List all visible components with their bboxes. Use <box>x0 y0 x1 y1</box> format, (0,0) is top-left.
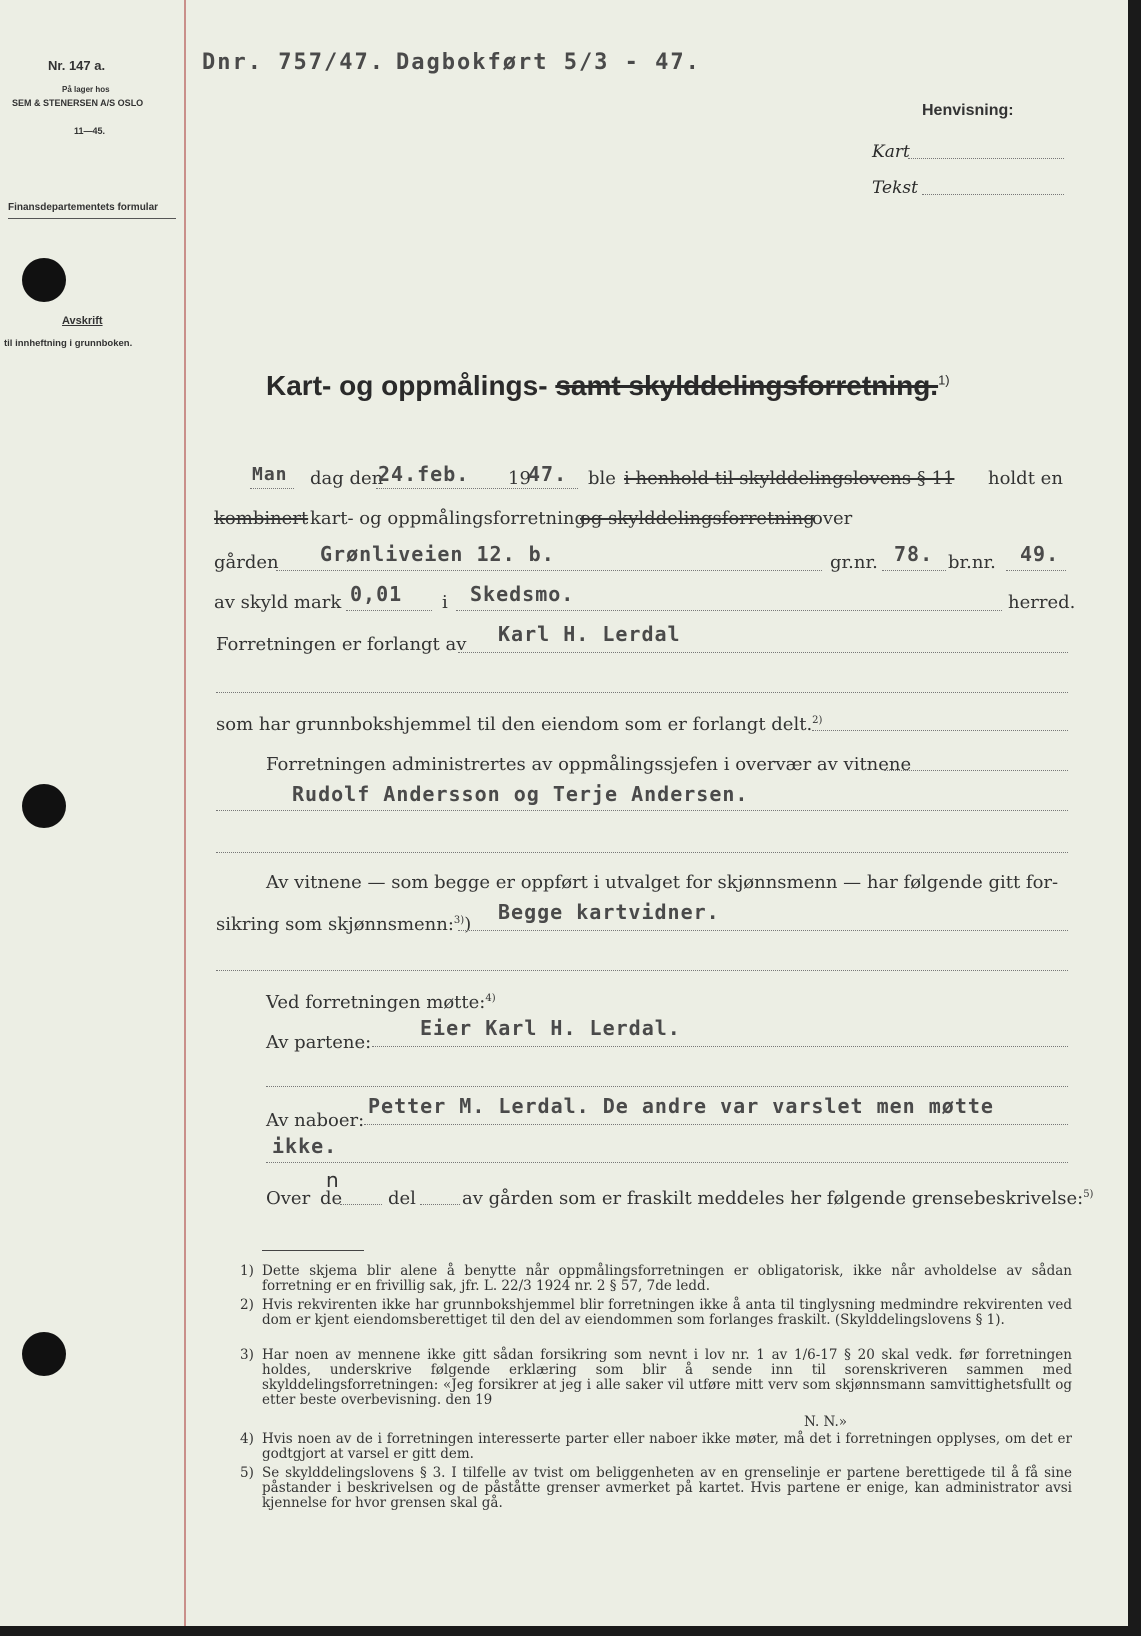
year-typed: 47. <box>528 462 568 486</box>
over-label-2: Over <box>266 1188 311 1209</box>
witnesses-line2 <box>216 852 1068 853</box>
map-label: Kart <box>872 142 910 162</box>
form-number: Nr. 147 a. <box>48 58 106 73</box>
i-label: i <box>442 592 448 613</box>
naboer-line2 <box>266 1162 1068 1163</box>
footnote-text: Hvis rekvirenten ikke har grunnbokshjemmel blir forretningen ikke å anta til tinglysning medmindre rekvirenten ved dom er kjent eiendomsberettiget til den del av eiendommen som forlanges fraskilt. (Skylddelingslovens § 1). <box>262 1297 1072 1328</box>
footnote-text: Har noen av mennene ikke gitt sådan forsikring som nevnt i lov nr. 1 av 1/6-17 § 20 skal vedk. før forretningen holdes, underskrive følgende erklæring som blir å sende inn til sorenskriveren sammen med skylddelingsforretningen: «Jeg forsikrer at jeg i alle saker vil utføre mitt verv som skjønnsmann samvittighetsfullt og etter beste overbevisning. den 19 <box>262 1347 1072 1408</box>
ministry-label: Finansdepartementets formular <box>8 202 159 213</box>
de-handwritten: n <box>326 1168 339 1192</box>
forlangt-line <box>458 652 1068 653</box>
skyld-typed: 0,01 <box>350 582 403 606</box>
motte-mark: 4) <box>485 993 496 1004</box>
footnote-1 <box>240 1263 1072 1294</box>
day-typed: Man <box>252 464 288 485</box>
over-label: over <box>812 508 853 529</box>
motte-text: Ved forretningen møtte: <box>266 992 486 1013</box>
del-label: del <box>388 1188 416 1209</box>
brnr-label: br.nr. <box>948 552 996 573</box>
footnote-number: 1) <box>240 1263 254 1279</box>
motte-label <box>266 992 496 1013</box>
naboer-label: Av naboer: <box>266 1110 365 1131</box>
del-line <box>420 1204 460 1205</box>
admin-line <box>884 770 1068 771</box>
grense-text: av gården som er fraskilt meddeles her følgende grensebeskrivelse: <box>462 1188 1084 1209</box>
footnote-number: 5) <box>240 1465 254 1481</box>
garden-typed: Grønliveien 12. b. <box>320 542 555 566</box>
year-prefix: 19 <box>508 468 531 489</box>
title-part1: Kart- og oppmålings- <box>266 370 548 401</box>
skyld-line <box>346 610 432 611</box>
partene-line <box>372 1046 1068 1047</box>
forlangt-label: Forretningen er forlangt av <box>216 634 467 655</box>
title-footnote-mark: 1) <box>938 372 950 388</box>
partene-typed: Eier Karl H. Lerdal. <box>420 1016 681 1040</box>
skyld-label: av skyld mark <box>214 592 342 613</box>
copy-note: til innheftning i grunnboken. <box>4 338 133 349</box>
grnr-typed: 78. <box>894 542 934 566</box>
margin-rule <box>184 0 186 1626</box>
witnesses-line <box>216 810 1068 811</box>
footnote-separator <box>262 1250 364 1251</box>
de-line <box>340 1204 382 1205</box>
og-skyld-struck: og skylddelingsforretning <box>580 508 815 529</box>
footnote-text: Se skylddelingslovens § 3. I tilfelle av tvist om beliggenheten av en grenselinje er partene berettigede til å få sine påstander i beskrivelsen og de påståtte grenser avmerket på kartet. Hvis partene er enige, kan administrator avsi kjennelse for hvor grensen skal gå. <box>262 1465 1072 1511</box>
footnote-signature: N. N.» <box>804 1414 848 1430</box>
partene-line2 <box>266 1086 1068 1087</box>
title-struck: samt skylddelingsforretning. <box>555 370 939 401</box>
reference-title: Henvisning: <box>922 102 1014 119</box>
vitnene-label1: Av vitnene — som begge er oppført i utvalget for skjønnsmenn — har følgende gitt for- <box>266 872 1059 893</box>
map-line <box>908 158 1064 159</box>
kombinert-struck: kombinert <box>214 508 309 529</box>
day-label: dag den <box>310 468 384 489</box>
admin-label: Forretningen administrertes av oppmålingssjefen i overvær av vitnene <box>266 754 912 775</box>
herred-typed: Skedsmo. <box>470 582 575 606</box>
holdt-en-label: holdt en <box>988 468 1063 489</box>
ble-label: ble <box>588 468 616 489</box>
brnr-line <box>1006 570 1066 571</box>
grunnbok-text: som har grunnbokshjemmel til den eiendom som er forlangt delt. <box>216 714 813 735</box>
text-line <box>922 194 1064 195</box>
footnote-number: 4) <box>240 1431 254 1447</box>
punch-hole <box>22 1332 66 1376</box>
footnote-text: Dette skjema blir alene å benytte når oppmålingsforretningen er obligatorisk, ikke når avholdelse av sådan forretning er en frivillig sak, jfr. L. 22/3 1924 nr. 2 § 57, 7de ledd. <box>262 1263 1072 1294</box>
witnesses-typed: Rudolf Andersson og Terje Andersen. <box>292 782 749 806</box>
footnote-4 <box>240 1431 1072 1462</box>
date-line <box>376 488 578 489</box>
naboer-typed2: ikke. <box>272 1134 338 1158</box>
herred-line <box>456 610 1002 611</box>
forlangt-line2 <box>216 692 1068 693</box>
naboer-line <box>364 1124 1068 1125</box>
herred-label: herred. <box>1008 592 1076 613</box>
form-title <box>266 370 950 402</box>
footnote-3 <box>240 1347 1072 1408</box>
partene-label: Av partene: <box>266 1032 372 1053</box>
footnote-text: Hvis noen av de i forretningen interesserte parter eller naboer ikke møter, må det i forretningen opplyses, om det er godtgjort at varsel er gitt dem. <box>262 1431 1072 1462</box>
ble-struck: i henhold til skylddelingslovens § 11 <box>624 468 955 489</box>
punch-hole <box>22 784 66 828</box>
grunnbok-label <box>216 714 822 735</box>
footnote-5 <box>240 1465 1072 1511</box>
vitnene-text2: sikring som skjønnsmenn: <box>216 914 454 935</box>
kart-og-label: kart- og oppmålingsforretning <box>310 508 586 529</box>
garden-label: gården <box>214 552 279 573</box>
garden-line <box>276 570 822 571</box>
footnote-2 <box>240 1297 1072 1328</box>
grense-mark: 5) <box>1083 1189 1094 1200</box>
journal-entry: Dagbokført 5/3 - 47. <box>396 50 701 75</box>
de-label: de <box>320 1188 343 1209</box>
sidebar-rule <box>8 218 176 219</box>
printer-line2: SEM & STENERSEN A/S OSLO <box>12 98 144 108</box>
date-code: 11—45. <box>74 126 106 136</box>
vitnene-typed: Begge kartvidner. <box>498 900 720 924</box>
vitnene-label2: sikring som skjønnsmenn:$^{3)}$) <box>216 914 472 935</box>
grnr-line <box>882 570 946 571</box>
vitnene-line2 <box>216 970 1068 971</box>
grnr-label: gr.nr. <box>830 552 878 573</box>
vitnene-line <box>458 930 1068 931</box>
grunnbok-line <box>812 730 1068 731</box>
date-typed: 24.feb. <box>378 462 470 486</box>
text-label: Tekst <box>872 178 918 198</box>
journal-number: Dnr. 757/47. <box>202 50 385 75</box>
footnote-number: 2) <box>240 1297 254 1313</box>
day-line <box>250 488 294 489</box>
printer-line1: På lager hos <box>62 85 110 94</box>
punch-hole <box>22 258 66 302</box>
naboer-typed1: Petter M. Lerdal. De andre var varslet men møtte <box>368 1094 994 1118</box>
grense-label <box>462 1188 1093 1209</box>
forlangt-typed: Karl H. Lerdal <box>498 622 681 646</box>
vitnene-mark: 3) <box>453 915 465 926</box>
copy-title: Avskrift <box>62 315 103 327</box>
brnr-typed: 49. <box>1020 542 1060 566</box>
footnote-number: 3) <box>240 1347 254 1363</box>
grunnbok-mark: 2) <box>812 715 823 726</box>
